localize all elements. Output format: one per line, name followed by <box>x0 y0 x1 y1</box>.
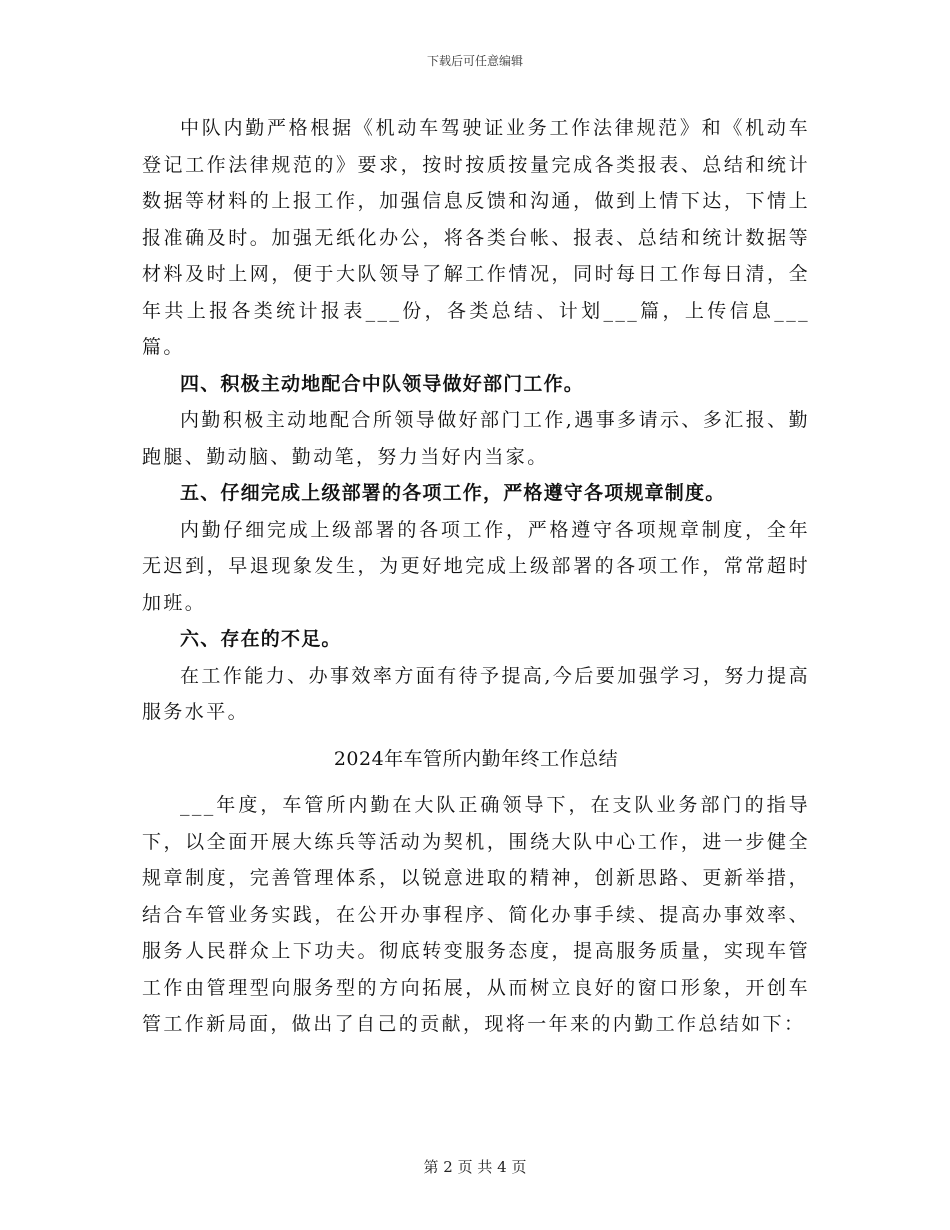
section-heading-6: 六、存在的不足。 <box>180 628 342 650</box>
paragraph-annual-summary: ___年度，车管所内勤在大队正确领导下，在支队业务部门的指导下，以全面开展大练兵等活动为契机，围绕大队中心工作，进一步健全规章制度，完善管理体系，以锐意进取的精神，创新思路、更新举措，结合车管业务实践，在公开办事程序、简化办事手续、提高办事效率、服务人民群众上下功夫。彻底转变服务态度，提高服务质量，实现车管工作由管理型向服务型的方向拓展，从而树立良好的窗口形象，开创车管工作新局面，做出了自己的贡献，现将一年来的内勤工作总结如下： <box>142 794 810 1035</box>
page-header: 下载后可任意编辑 <box>426 54 523 68</box>
document-body <box>142 110 810 1043</box>
paragraph-report-work: 中队内勤严格根据《机动车驾驶证业务工作法律规范》和《机动车登记工作法律规范的》要求，按时按质按量完成各类报表、总结和统计数据等材料的上报工作，加强信息反馈和沟通，做到上情下达，下情上报准确及时。加强无纸化办公，将各类台帐、报表、总结和统计数据等材料及时上网，便于大队领导了解工作情况，同时每日工作每日清，全年共上报各类统计报表___份，各类总结、计划___篇，上传信息___篇。 <box>142 117 810 358</box>
page-footer: 第 2 页 共 4 页 <box>423 1158 527 1176</box>
paragraph-complete-tasks: 内勤仔细完成上级部署的各项工作，严格遵守各项规章制度，全年无迟到，早退现象发生，为更好地完成上级部署的各项工作，常常超时加班。 <box>142 518 810 614</box>
section-heading-4: 四、积极主动地配合中队领导做好部门工作。 <box>180 372 585 395</box>
document-title: 2024年车管所内勤年终工作总结 <box>333 747 619 770</box>
paragraph-shortcomings: 在工作能力、办事效率方面有待予提高,今后要加强学习，努力提高服务水平。 <box>142 664 810 723</box>
section-heading-5: 五、仔细完成上级部署的各项工作，严格遵守各项规章制度。 <box>180 482 726 504</box>
paragraph-cooperate: 内勤积极主动地配合所领导做好部门工作,遇事多请示、多汇报、勤跑腿、勤动脑、勤动笔，努力当好内当家。 <box>142 409 810 468</box>
